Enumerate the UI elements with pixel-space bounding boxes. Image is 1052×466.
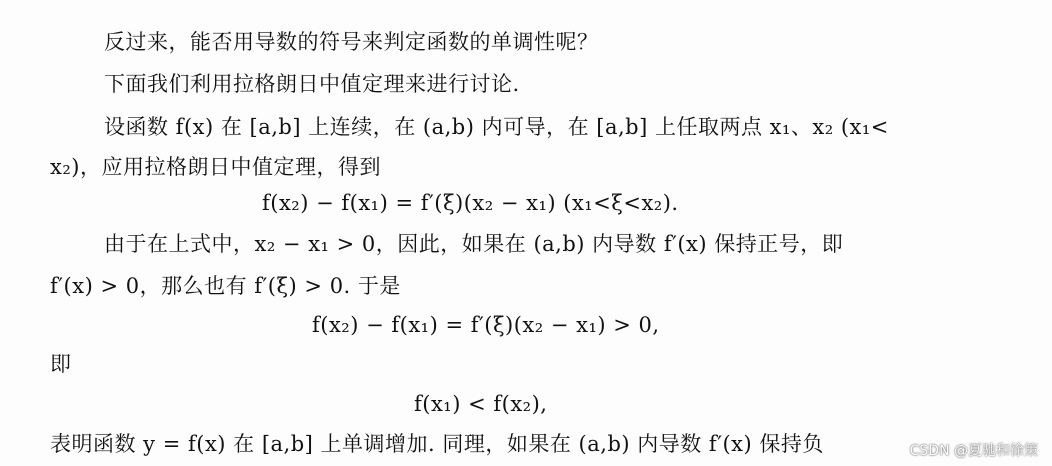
paragraph-setup-line1: 设函数 f(x) 在 [a,b] 上连续，在 (a,b) 内可导，在 [a,b] 上任取两点 x₁、x₂ (x₁<	[104, 115, 889, 139]
paragraph-reasoning-line1: 由于在上式中，x₂ − x₁ > 0，因此，如果在 (a,b) 内导数 f′(x) 保持正号，即	[104, 232, 844, 256]
formula-positive-difference: f(x₂) − f(x₁) = f′(ξ)(x₂ − x₁) > 0,	[312, 313, 660, 337]
formula-inequality: f(x₁) < f(x₂),	[414, 392, 548, 416]
paragraph-reasoning-line2: f′(x) > 0，那么也有 f′(ξ) > 0. 于是	[50, 274, 401, 298]
watermark: CSDN @夏驰和徐策	[909, 443, 1038, 459]
paragraph-setup-line2: x₂)，应用拉格朗日中值定理，得到	[50, 155, 381, 179]
paragraph-ji: 即	[50, 352, 72, 376]
paragraph-conclusion: 表明函数 y = f(x) 在 [a,b] 上单调增加. 同理，如果在 (a,b) 内导数 f′(x) 保持负	[50, 432, 824, 456]
paragraph-question: 反过来，能否用导数的符号来判定函数的单调性呢？	[104, 30, 599, 54]
paragraph-intro: 下面我们利用拉格朗日中值定理来进行讨论.	[104, 72, 520, 96]
formula-mean-value: f(x₂) − f(x₁) = f′(ξ)(x₂ − x₁) (x₁<ξ<x₂).	[262, 191, 679, 215]
